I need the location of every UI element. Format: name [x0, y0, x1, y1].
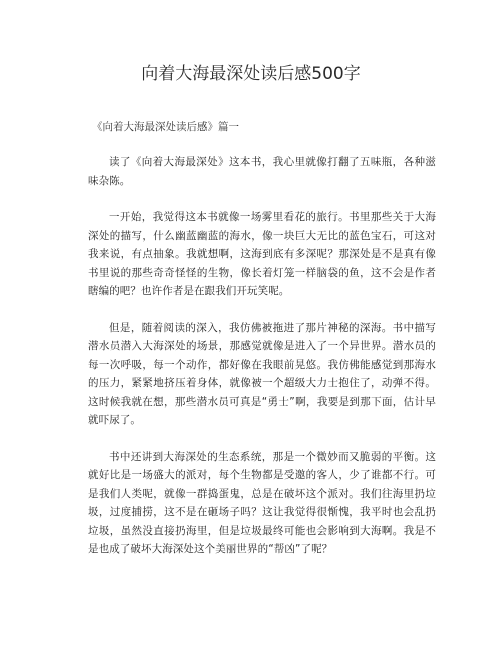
paragraph-1: 读了《向着大海最深处》这本书，我心里就像打翻了五味瓶，各种滋味杂陈。 [88, 156, 436, 187]
section-subtitle: 《向着大海最深处读后感》篇一 [92, 121, 239, 133]
paragraph-4: 书中还讲到大海深处的生态系统，那是一个微妙而又脆弱的平衡。这就好比是一场盛大的派对，每个生物都是受邀的客人，少了谁都不行。可是我们人类呢，就像一群捣蛋鬼，总是在破坏这个派对。我们往海里扔垃圾，过度捕捞，这不是在砸场子吗？这让我觉得很惭愧，我平时也会乱扔垃圾，虽然没直接扔海里，但是垃圾最终可能也会影响到大海啊。我是不是也成了破坏大海深处这个美丽世界的“帮凶”了呢？ [88, 450, 436, 555]
paragraph-3: 但是，随着阅读的深入，我仿佛被拖进了那片神秘的深海。书中描写潜水员潜入大海深处的场景，那感觉就像是进入了一个异世界。潜水员的每一次呼吸，每一个动作，都好像在我眼前晃悠。我仿佛能感觉到那海水的压力，紧紧地挤压着身体，就像被一个超级大力士抱住了，动弹不得。这时候我就在想，那些潜水员可真是“勇士”啊，我要是到那下面，估计早就吓尿了。 [88, 321, 436, 426]
document-title: 向着大海最深处读后感500字 [141, 64, 361, 84]
paragraph-2: 一开始，我觉得这本书就像一场雾里看花的旅行。书里那些关于大海深处的描写，什么幽蓝幽蓝的海水，像一块巨大无比的蓝色宝石，可这对我来说，有点抽象。我就想啊，这海到底有多深呢？那深处是不是真有像书里说的那些奇奇怪怪的生物，像长着灯笼一样脑袋的鱼，这不会是作者瞎编的吧？也许作者是在跟我们开玩笑呢。 [88, 211, 436, 297]
